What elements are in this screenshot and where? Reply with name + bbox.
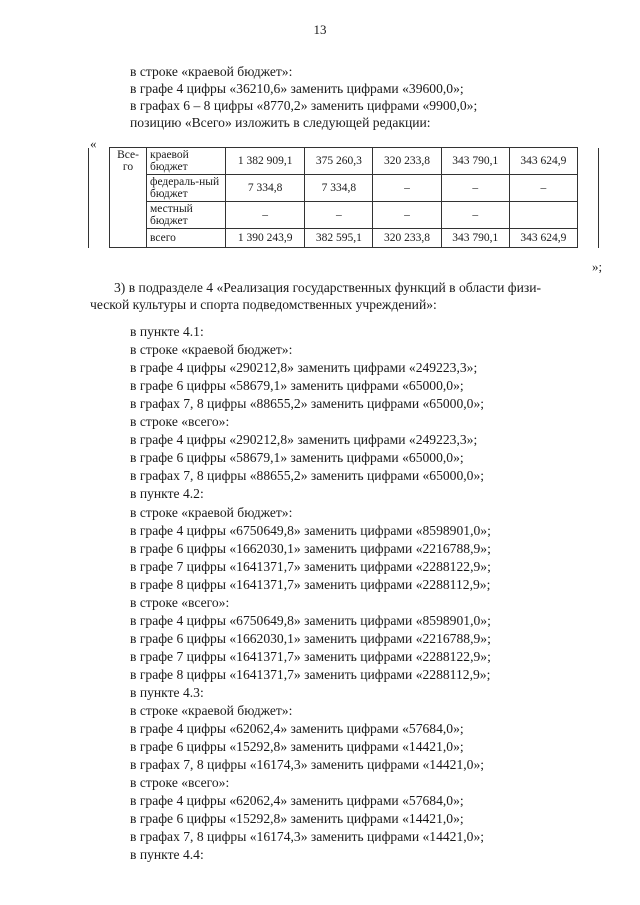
amendment-line: в графе 4 цифры «290212,8» заменить цифрами «249223,3»; bbox=[130, 360, 478, 376]
table-cell: 7 334,8 bbox=[226, 175, 305, 202]
table-cell: – bbox=[373, 175, 441, 202]
table-cell: 343 790,1 bbox=[441, 229, 509, 248]
amendment-line: в графе 6 цифры «15292,8» заменить цифрами «14421,0»; bbox=[130, 811, 464, 827]
amendment-line: в графе 6 цифры «1662030,1» заменить цифрами «2216788,9»; bbox=[130, 630, 491, 646]
amendment-line: в строке «краевой бюджет»: bbox=[130, 342, 293, 358]
row-label: краевой бюджет bbox=[147, 148, 226, 175]
table-cell: 320 233,8 bbox=[373, 148, 441, 175]
table-row bbox=[89, 229, 599, 248]
table-cell: 375 260,3 bbox=[305, 148, 373, 175]
quote-open: « bbox=[90, 136, 97, 151]
amendment-line: в графе 6 цифры «15292,8» заменить цифрами «14421,0»; bbox=[130, 739, 464, 755]
amendment-line: в графе 6 цифры «1662030,1» заменить цифрами «2216788,9»; bbox=[130, 540, 491, 556]
amendment-line: в графах 7, 8 цифры «16174,3» заменить цифрами «14421,0»; bbox=[130, 829, 485, 845]
section-heading-line: ческой культуры и спорта подведомственных учреждений»: bbox=[90, 297, 437, 312]
amendment-line: в строке «всего»: bbox=[130, 414, 230, 430]
amendment-line: в графе 4 цифры «290212,8» заменить цифрами «249223,3»; bbox=[130, 432, 478, 448]
table-cell: – bbox=[441, 202, 509, 229]
row-label: всего bbox=[147, 229, 226, 248]
table-row bbox=[89, 148, 599, 175]
amendment-line: в графе 4 цифры «62062,4» заменить цифрами «57684,0»; bbox=[130, 793, 464, 809]
budget-table bbox=[88, 147, 599, 248]
section-heading-line: 3) в подразделе 4 «Реализация государственных функций в области физи- bbox=[114, 280, 542, 295]
table-cell: – bbox=[373, 202, 441, 229]
amendment-line: в графе 4 цифры «6750649,8» заменить цифрами «8598901,0»; bbox=[130, 612, 491, 628]
table-cell: 1 382 909,1 bbox=[226, 148, 305, 175]
table-cell: 343 790,1 bbox=[441, 148, 509, 175]
amendment-line: в графах 7, 8 цифры «16174,3» заменить цифрами «14421,0»; bbox=[130, 757, 485, 773]
row-header-total: Все- го bbox=[110, 148, 147, 248]
table-cell: 343 624,9 bbox=[509, 229, 577, 248]
intro-line: в графах 6 – 8 цифры «8770,2» заменить цифрами «9900,0»; bbox=[130, 98, 478, 113]
amendment-line: в графе 4 цифры «62062,4» заменить цифрами «57684,0»; bbox=[130, 721, 464, 737]
intro-line: в графе 4 цифры «36210,6» заменить цифрами «39600,0»; bbox=[130, 81, 464, 96]
amendment-line: в графе 7 цифры «1641371,7» заменить цифрами «2288122,9»; bbox=[130, 558, 491, 574]
intro-line: в строке «краевой бюджет»: bbox=[130, 64, 293, 79]
table-cell: 7 334,8 bbox=[305, 175, 373, 202]
row-label: местный бюджет bbox=[147, 202, 226, 229]
amendment-line: в строке «краевой бюджет»: bbox=[130, 504, 293, 520]
amendment-line: в пункте 4.4: bbox=[130, 847, 204, 863]
table-row bbox=[89, 202, 599, 229]
amendment-line: в графе 4 цифры «6750649,8» заменить цифрами «8598901,0»; bbox=[130, 522, 491, 538]
table-cell: – bbox=[509, 175, 577, 202]
table-cell: 382 595,1 bbox=[305, 229, 373, 248]
table-cell: – bbox=[305, 202, 373, 229]
table-cell: – bbox=[441, 175, 509, 202]
table-cell: 1 390 243,9 bbox=[226, 229, 305, 248]
page-number: 13 bbox=[313, 22, 327, 37]
amendment-line: в строке «всего»: bbox=[130, 594, 230, 610]
quote-close: »; bbox=[592, 259, 603, 274]
table-edge-cell bbox=[89, 148, 110, 248]
amendment-line: в графах 7, 8 цифры «88655,2» заменить цифрами «65000,0»; bbox=[130, 468, 485, 484]
amendment-line: в пункте 4.1: bbox=[130, 324, 204, 339]
row-label: федераль-ный бюджет bbox=[147, 175, 226, 202]
amendment-line: в графе 7 цифры «1641371,7» заменить цифрами «2288122,9»; bbox=[130, 648, 491, 664]
amendment-line: в пункте 4.3: bbox=[130, 685, 204, 700]
amendment-line: в графе 8 цифры «1641371,7» заменить цифрами «2288112,9»; bbox=[130, 666, 491, 682]
table-edge-cell bbox=[578, 148, 599, 248]
amendment-line: в графе 6 цифры «58679,1» заменить цифрами «65000,0»; bbox=[130, 378, 464, 394]
table-cell bbox=[509, 202, 577, 229]
table-row bbox=[89, 175, 599, 202]
amendment-line: в пункте 4.2: bbox=[130, 486, 204, 502]
amendment-line: в графе 6 цифры «58679,1» заменить цифрами «65000,0»; bbox=[130, 450, 464, 466]
table-cell: – bbox=[226, 202, 305, 229]
table-cell: 343 624,9 bbox=[509, 148, 577, 175]
amendment-line: в графах 7, 8 цифры «88655,2» заменить цифрами «65000,0»; bbox=[130, 396, 485, 412]
table-cell: 320 233,8 bbox=[373, 229, 441, 248]
amendment-line: в строке «краевой бюджет»: bbox=[130, 703, 293, 719]
amendment-line: в строке «всего»: bbox=[130, 775, 230, 791]
intro-line: позицию «Всего» изложить в следующей редакции: bbox=[130, 115, 431, 130]
amendment-line: в графе 8 цифры «1641371,7» заменить цифрами «2288112,9»; bbox=[130, 576, 491, 592]
